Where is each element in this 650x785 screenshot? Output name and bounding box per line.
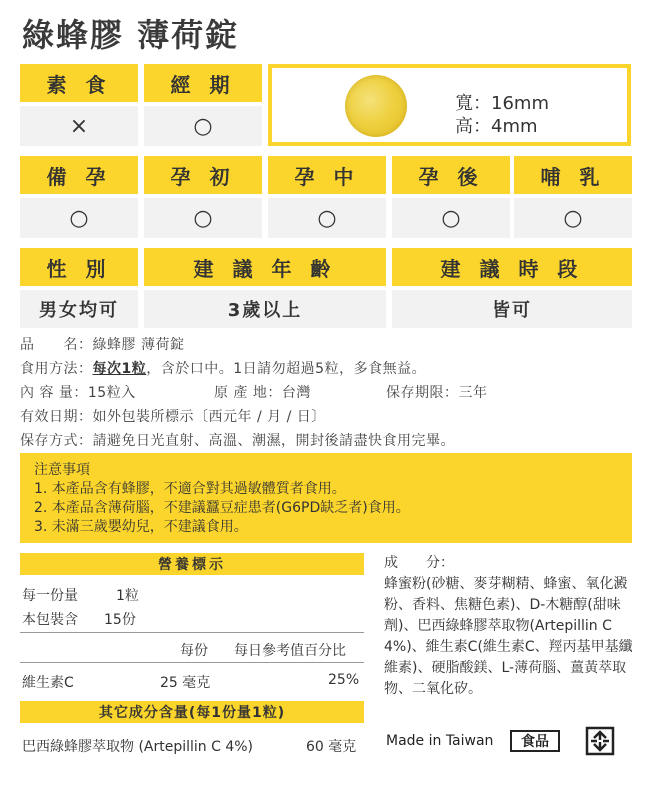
info-origin: 原 產 地：台灣 (214, 385, 311, 401)
pregnancy-value-early: ○ (144, 198, 262, 238)
info-usage-dose: 每次1粒 (92, 361, 147, 377)
info-shelf-life: 保存期限：三年 (386, 385, 488, 401)
info-content: 內 容 量：15粒入 (20, 385, 136, 401)
info-usage-rest: ，含於口中。1日請勿超過5粒，多食無益。 (146, 361, 427, 377)
nutrition-divider-1 (20, 632, 364, 633)
vitamin-c-name: 維生素C (22, 675, 74, 691)
info-product-name: 品 名：綠蜂膠 薄荷錠 (20, 337, 185, 353)
suitability-value-gender: 男女均可 (20, 290, 138, 328)
pregnancy-value-nursing: ○ (514, 198, 632, 238)
pregnancy-value-prep: ○ (20, 198, 138, 238)
other-ingredients-title: 其它成分含量(每1份量1粒) (20, 701, 364, 723)
ingredients-label: 成 分： (384, 555, 454, 571)
suitability-header-gender: 性 別 (20, 248, 138, 286)
pregnancy-header-mid: 孕 中 (268, 156, 386, 194)
notice-item-1: 1. 本產品含有蜂膠，不適合對其過敏體質者食用。 (34, 481, 346, 497)
recycle-icon (585, 726, 615, 756)
tablet-height: 高：4mm (455, 116, 538, 137)
nutrition-title: 營養標示 (20, 553, 364, 575)
serving-size-value: 1粒 (116, 588, 139, 604)
food-label-box: 食品 (510, 730, 560, 752)
vitamin-c-percent: 25% (328, 672, 360, 688)
ingredients-text: 蜂蜜粉(砂糖、麥芽糊精、蜂蜜、氧化澱粉、香料、焦糖色素)、D-木糖醇(甜味劑)、巴西綠蜂膠萃取物(Artepillin C 4%)、維生素C(維生素C、羥丙基甲基纖維素)、硬脂酸鎂、L-薄荷腦、薑黃萃取物、二氧化矽。 (384, 576, 633, 697)
notice-item-3: 3. 未滿三歲嬰幼兒，不建議食用。 (34, 519, 248, 535)
other-ingredient-name: 巴西綠蜂膠萃取物 (Artepillin C 4%) (22, 739, 254, 755)
pregnancy-header-late: 孕 後 (392, 156, 510, 194)
notice-title: 注意事項 (34, 462, 90, 478)
tablet-image (345, 75, 407, 137)
serving-size-label: 每一份量 (22, 588, 78, 604)
other-ingredient-amount: 60 毫克 (306, 739, 357, 755)
info-expiry: 有效日期：如外包裝所標示〔西元年 / 月 / 日〕 (20, 409, 326, 425)
diet-header-period: 經 期 (144, 64, 262, 102)
pregnancy-value-late: ○ (392, 198, 510, 238)
diet-value-period: ○ (144, 106, 262, 146)
product-title: 綠蜂膠 薄荷錠 (22, 16, 240, 54)
info-storage: 保存方式：請避免日光直射、高溫、潮濕，開封後請盡快食用完畢。 (20, 433, 455, 449)
notice-item-2: 2. 本產品含薄荷腦，不建議蠶豆症患者(G6PD缺乏者)食用。 (34, 500, 410, 516)
tablet-width: 寬：16mm (455, 93, 549, 114)
pregnancy-header-prep: 備 孕 (20, 156, 138, 194)
diet-header-vegetarian: 素 食 (20, 64, 138, 102)
ingredients-block (384, 553, 634, 700)
col-per-serving: 每份 (180, 643, 208, 659)
nutrition-divider-2 (20, 662, 364, 663)
suitability-header-time: 建 議 時 段 (392, 248, 632, 286)
suitability-value-age: 3歲以上 (144, 290, 386, 328)
pregnancy-header-early: 孕 初 (144, 156, 262, 194)
notice-box (20, 453, 632, 543)
info-usage-label: 食用方法： (20, 361, 93, 377)
info-usage (20, 358, 426, 378)
made-in-taiwan: Made in Taiwan (386, 733, 494, 749)
tablet-size-box (268, 64, 631, 146)
suitability-value-time: 皆可 (392, 290, 632, 328)
pregnancy-value-mid: ○ (268, 198, 386, 238)
suitability-header-age: 建 議 年 齡 (144, 248, 386, 286)
col-daily-value: 每日參考值百分比 (234, 643, 346, 659)
vitamin-c-amount: 25 毫克 (160, 675, 211, 691)
servings-label: 本包裝含 (22, 612, 78, 628)
pregnancy-header-nursing: 哺 乳 (514, 156, 632, 194)
servings-value: 15份 (104, 612, 136, 628)
diet-value-vegetarian: × (20, 106, 138, 146)
